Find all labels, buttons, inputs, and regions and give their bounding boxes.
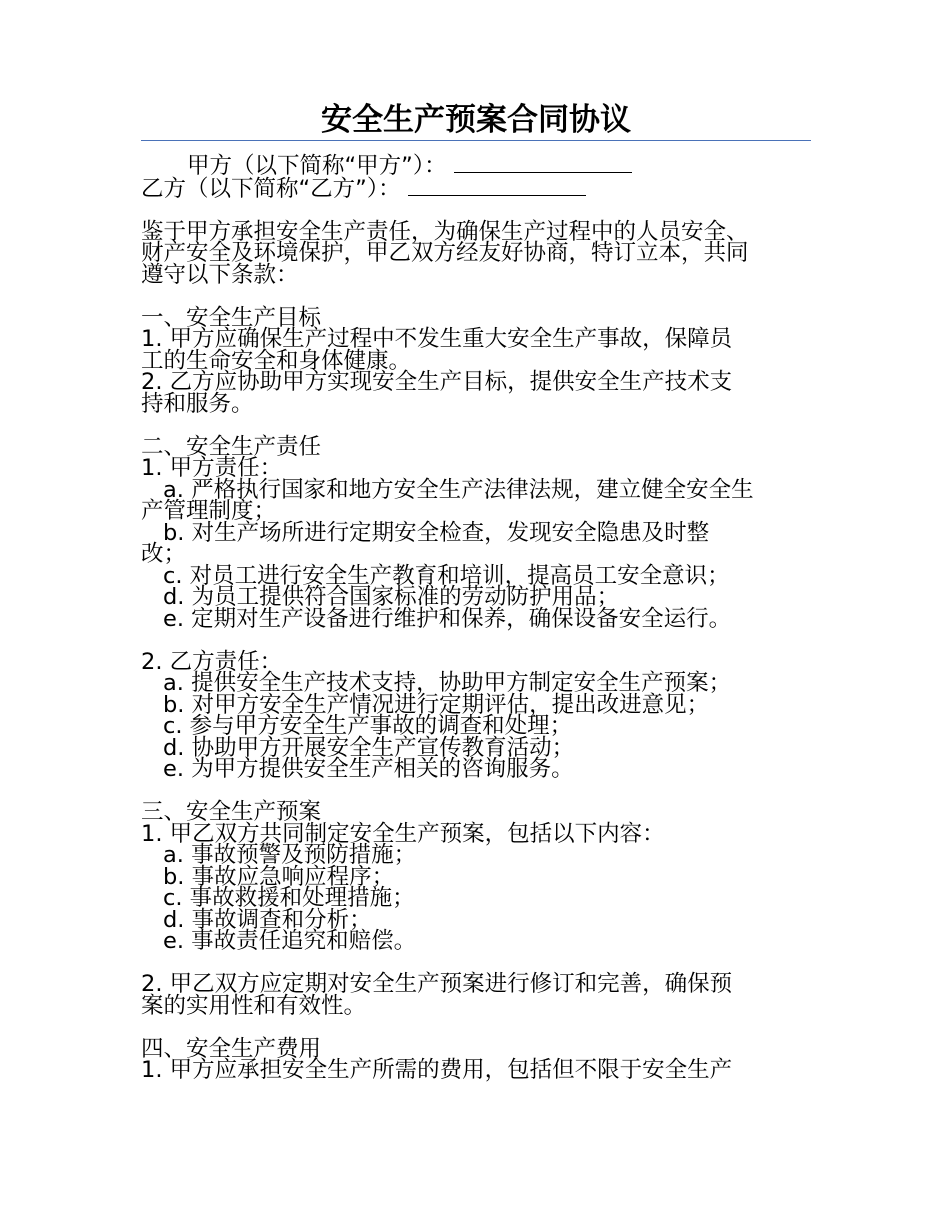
party-a-duties-title: 1. 甲方责任： <box>141 455 283 481</box>
party-a-label: 甲方（以下简称“甲方”）： <box>187 153 447 179</box>
party-b-duty: d. 协助甲方开展安全生产宣传教育活动； <box>163 734 575 761</box>
party-b-duties-title: 2. 乙方责任： <box>141 648 283 675</box>
party-b-duty: e. 为甲方提供安全生产相关的咨询服务。 <box>163 756 574 782</box>
title-divider <box>141 140 811 141</box>
section-3-clause: 2. 甲乙双方应定期对安全生产预案进行修订和完善，确保预 <box>141 971 733 997</box>
document-title: 安全生产预案合同协议 <box>321 102 631 138</box>
party-a-line <box>141 155 811 178</box>
section-3-clause: 案的实用性和有效性。 <box>141 992 367 1019</box>
plan-item: b. 事故应急响应程序； <box>163 863 395 890</box>
party-a-duty: a. 严格执行国家和地方安全生产法律法规，建立健全安全生 <box>163 476 754 503</box>
party-a-duty: c. 对员工进行安全生产教育和培训，提高员工安全意识； <box>163 562 730 589</box>
party-a-duty-wrap: 改； <box>141 541 187 567</box>
party-a-duty: d. 为员工提供符合国家标准的劳动防护用品； <box>163 584 620 610</box>
document-page <box>141 100 811 1082</box>
plan-item: c. 事故救援和处理措施； <box>163 885 415 911</box>
section-3-heading: 三、安全生产预案 <box>141 799 322 825</box>
plan-item: d. 事故调查和分析； <box>163 906 372 933</box>
section-1-line: 持和服务。 <box>141 390 254 417</box>
preamble-line: 财产安全及环境保护，甲乙双方经友好协商，特订立本，共同 <box>141 240 749 266</box>
plan-item: a. 事故预警及预防措施； <box>163 842 417 868</box>
party-b-line <box>141 175 811 202</box>
section-1-line: 1. 甲方应确保生产过程中不发生重大安全生产事故，保障员 <box>141 326 733 352</box>
preamble-line: 鉴于甲方承担安全生产责任，为确保生产过程中的人员安全、 <box>141 218 749 245</box>
section-4-heading: 四、安全生产费用 <box>141 1035 322 1062</box>
section-1-heading: 一、安全生产目标 <box>141 304 322 331</box>
section-1-line: 2. 乙方应协助甲方实现安全生产目标，提供安全生产技术支 <box>141 369 733 395</box>
party-a-blank <box>454 155 632 173</box>
section-4-line: 1. 甲方应承担安全生产所需的费用，包括但不限于安全生产 <box>141 1057 733 1083</box>
section-2-heading: 二、安全生产责任 <box>141 433 322 460</box>
party-b-duty: c. 参与甲方安全生产事故的调查和处理； <box>163 713 573 739</box>
party-b-label: 乙方（以下简称“乙方”）： <box>141 175 401 202</box>
party-a-duty-wrap: 产管理制度； <box>141 498 277 524</box>
preamble-line: 遵守以下条款： <box>141 261 299 288</box>
party-a-duty: e. 定期对生产设备进行维护和保养，确保设备安全运行。 <box>163 605 732 632</box>
party-b-blank <box>408 178 586 196</box>
section-1-line: 工的生命安全和身体健康。 <box>141 347 412 374</box>
party-b-duty: b. 对甲方安全生产情况进行定期评估，提出改进意见； <box>163 691 710 718</box>
party-a-duty: b. 对生产场所进行定期安全检查，发现安全隐患及时整 <box>163 519 710 546</box>
section-3-intro: 1. 甲乙双方共同制定安全生产预案，包括以下内容： <box>141 820 665 847</box>
plan-item: e. 事故责任追究和赔偿。 <box>163 928 417 954</box>
party-b-duty: a. 提供安全生产技术支持，协助甲方制定安全生产预案； <box>163 670 732 696</box>
